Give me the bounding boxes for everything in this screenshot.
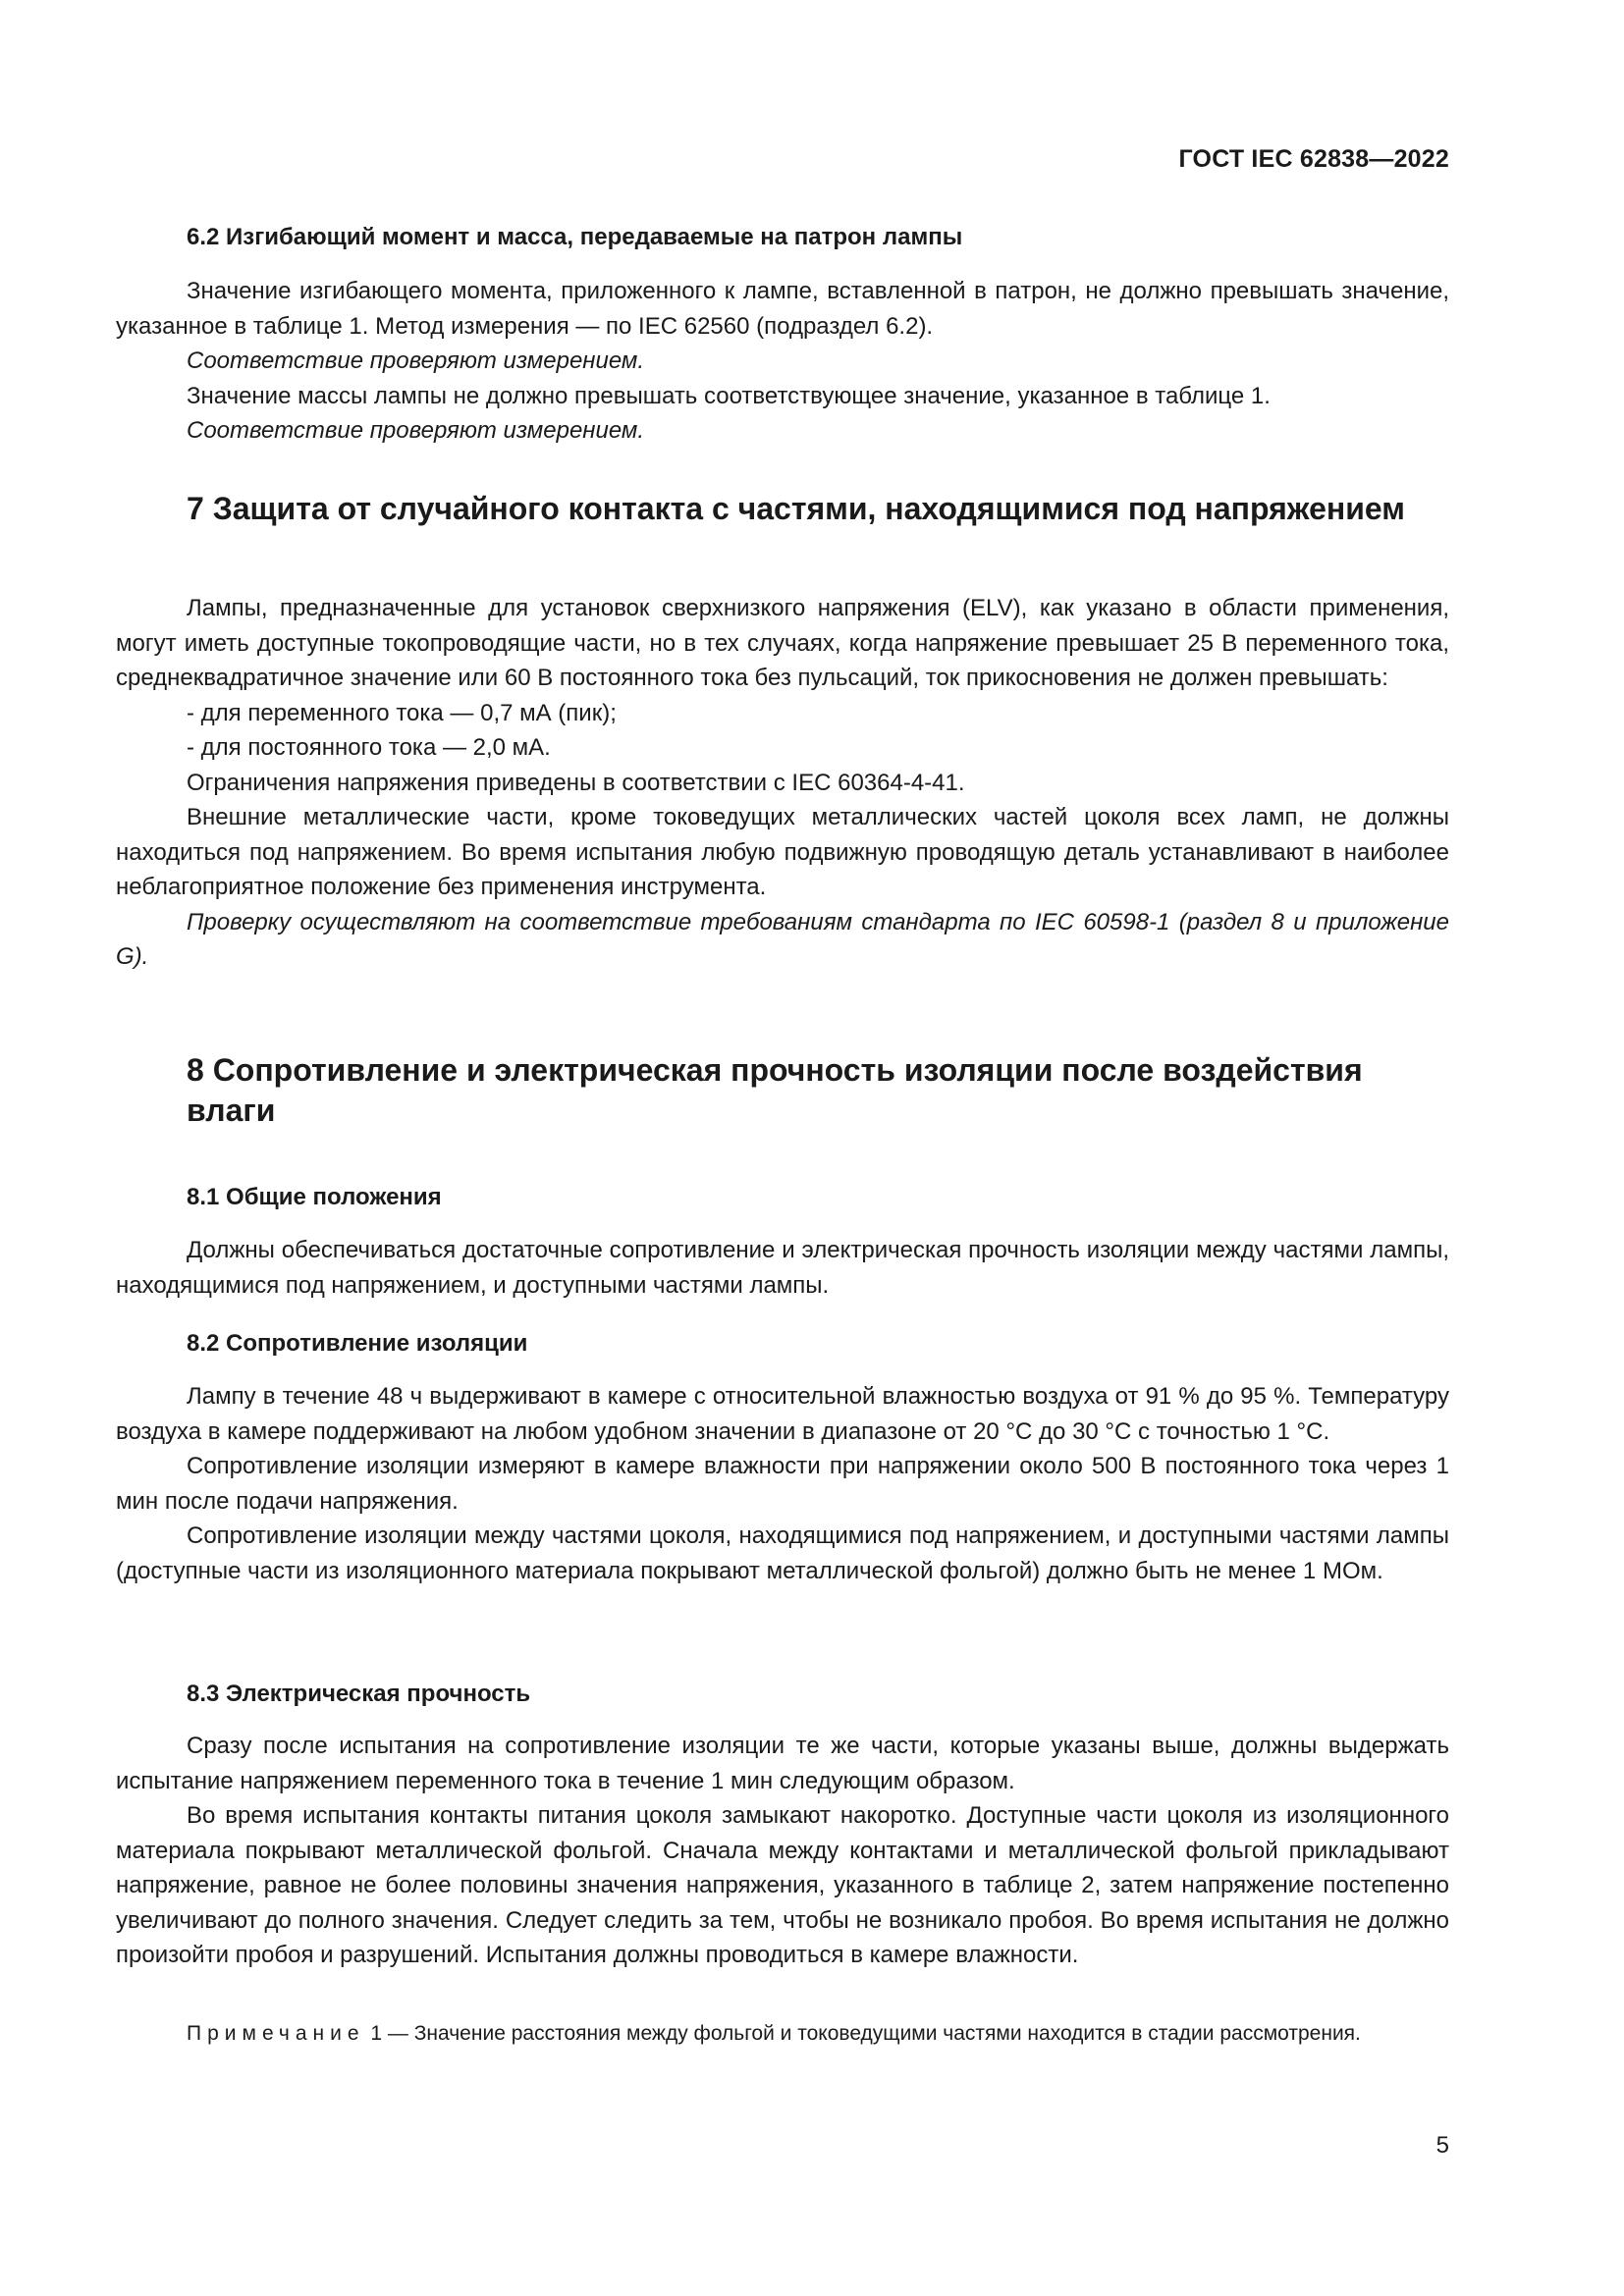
subsection-8-2-body: [116, 1379, 1449, 1588]
subsection-8-1-body: [116, 1233, 1449, 1303]
compliance-note: Соответствие проверяют измерением.: [187, 347, 645, 374]
subsection-8-3-body: [116, 1729, 1449, 1973]
subsection-8-3-title: 8.3 Электрическая прочность: [187, 1681, 531, 1707]
paragraph: Сопротивление изоляции между частями цоколя, находящимися под напряжением, и доступными частями лампы (доступные части из изоляционного материала покрывают металлической фольгой) должно быть не менее 1 МОм.: [116, 1522, 1449, 1584]
paragraph: Значение изгибающего момента, приложенного к лампе, вставленной в патрон, не должно превышать значение, указанное в таблице 1. Метод измерения — по IEC 62560 (подраздел 6.2).: [116, 278, 1449, 340]
paragraph: Во время испытания контакты питания цоколя замыкают накоротко. Доступные части цоколя из изоляционного материала покрывают металлической фольгой. Сначала между контактами и металлической фольгой прикладывают напряжение, равное не более половины значения напряжения, указанного в таблице 2, затем напряжение постепенно увеличивают до полного значения. Следует следить за тем, чтобы не возникало пробоя. Во время испытания не должно произойти пробоя и разрушений. Испытания должны проводиться в камере влажности.: [116, 1802, 1449, 1968]
subsection-8-1-title: 8.1 Общие положения: [187, 1184, 442, 1210]
paragraph: Должны обеспечиваться достаточные сопротивление и электрическая прочность изоляции между частями лампы, находящимися под напряжением, и доступными частями лампы.: [116, 1237, 1449, 1299]
paragraph: Сразу после испытания на сопротивление изоляции те же части, которые указаны выше, должны выдержать испытание напряжением переменного тока в течение 1 мин следующим образом.: [116, 1733, 1449, 1794]
paragraph: Сопротивление изоляции измеряют в камере влажности при напряжении около 500 В постоянного тока через 1 мин после подачи напряжения.: [116, 1453, 1449, 1515]
compliance-note: Соответствие проверяют измерением.: [187, 417, 645, 444]
paragraph: Ограничения напряжения приведены в соответствии с IEC 60364-4-41.: [187, 769, 965, 796]
compliance-note: Проверку осуществляют на соответствие требованиям стандарта по IEC 60598-1 (раздел 8 и приложение G).: [116, 908, 1449, 970]
section-7-body: [116, 591, 1449, 975]
document-identifier: ГОСТ IEC 62838—2022: [1178, 145, 1449, 173]
subsection-6-2-body: [116, 274, 1449, 449]
subsection-6-2-title: 6.2 Изгибающий момент и масса, передаваемые на патрон лампы: [187, 224, 963, 250]
list-item: - для постоянного тока — 2,0 мА.: [187, 734, 551, 761]
subsection-8-2-title: 8.2 Сопротивление изоляции: [187, 1330, 528, 1357]
note: [116, 2018, 1449, 2050]
paragraph: Значение массы лампы не должно превышать соответствующее значение, указанное в таблице 1.: [187, 382, 1271, 409]
paragraph: Внешние металлические части, кроме токоведущих металлических частей цоколя всех ламп, не должны находиться под напряжением. Во время испытания любую подвижную проводящую деталь устанавливают в наиболее неблагоприятное положение без применения инструмента.: [116, 804, 1449, 900]
note-text: 1 — Значение расстояния между фольгой и токоведущими частями находится в стадии рассмотрения.: [364, 2022, 1361, 2045]
page-number: 5: [1435, 2132, 1449, 2159]
section-7-title: 7 Защита от случайного контакта с частями, находящимися под напряжением: [187, 491, 1405, 526]
list-item: - для переменного тока — 0,7 мА (пик);: [187, 699, 617, 726]
paragraph: Лампы, предназначенные для установок сверхнизкого напряжения (ELV), как указано в области применения, могут иметь доступные токопроводящие части, но в тех случаях, когда напряжение превышает 25 В переменного тока, среднеквадратичное значение или 60 В постоянного тока без пульсаций, ток прикосновения не должен превышать:: [116, 595, 1449, 691]
paragraph: Лампу в течение 48 ч выдерживают в камере с относительной влажностью воздуха от 91 % до 95 %. Температуру воздуха в камере поддерживают на любом удобном значении в диапазоне от 20 °С до 30 °С с точностью 1 °С.: [116, 1383, 1449, 1445]
section-8-title: 8 Сопротивление и электрическая прочность изоляции после воздействия влаги: [187, 1052, 1363, 1128]
note-label: Примечание: [187, 2022, 365, 2045]
